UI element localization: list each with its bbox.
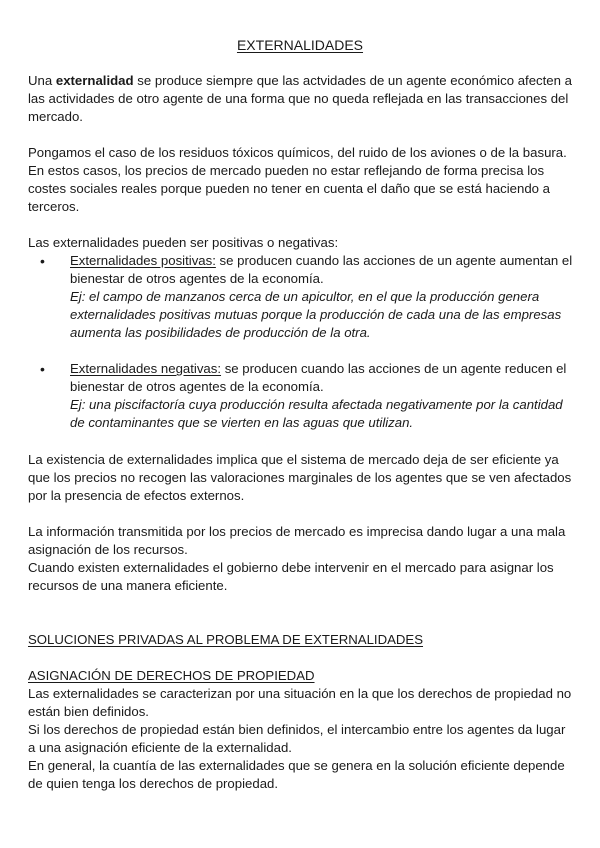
bullet-icon: • [40, 253, 45, 269]
paragraph-efficiency [28, 451, 574, 505]
item-term: Externalidades negativas: [70, 361, 222, 376]
property-paragraph: Si los derechos de propiedad están bien definidos, el intercambio entre los agentes da lugar a una asignación eficiente de la externalidad. [28, 722, 566, 755]
intro-bold-term: externalidad [55, 73, 134, 88]
item-text: se producen cuando las acciones de un agente aumentan el bienestar de otros agentes de la economía. [70, 253, 573, 286]
property-paragraph: Las externalidades se caracterizan por una situación en la que los derechos de propiedad no están bien definidos. [28, 686, 572, 719]
item-example: Ej: una piscifactoría cuya producción resulta afectada negativamente por la cantidad de contaminantes que se vierten en las aguas que utilizan. [70, 397, 563, 430]
page-title: EXTERNALIDADES [236, 37, 364, 53]
paragraph-efficiency-text: La existencia de externalidades implica que el sistema de mercado deja de ser eficiente ya que los precios no recogen las valoraciones marginales de los agentes que se ven afectados por la presencia de efectos externos. [28, 452, 572, 503]
paragraph-examples [28, 144, 574, 216]
item-example: Ej: el campo de manzanos cerca de un apicultor, en el que la producción genera externalidades positivas mutuas porque la producción de cada una de las empresas aumenta las posibilidades de producción de la otra. [70, 289, 562, 340]
property-paragraph: En general, la cuantía de las externalidades que se genera en la solución eficiente depende de quien tenga los derechos de propiedad. [28, 758, 565, 791]
subheading: ASIGNACIÓN DE DERECHOS DE PROPIEDAD [28, 668, 315, 683]
bullet-icon: • [40, 361, 45, 377]
paragraph-examples-text: Pongamos el caso de los residuos tóxicos químicos, del ruido de los aviones o de la basura. En estos casos, los precios de mercado pueden no estar reflejando de forma precisa los costes sociales reales porque pueden no tener en cuenta el daño que se está haciendo a terceros. [28, 145, 567, 214]
intro-paragraph [28, 72, 574, 126]
intro-prefix: Una [28, 73, 56, 88]
list-item-negative [28, 360, 574, 432]
externalities-list-2 [28, 360, 574, 432]
property-rights-paragraphs [28, 685, 574, 793]
item-text: se producen cuando las acciones de un agente reducen el bienestar de otros agentes de la economía. [70, 361, 567, 394]
paragraph-government-text: Cuando existen externalidades el gobierno debe intervenir en el mercado para asignar los recursos de una manera eficiente. [28, 560, 554, 593]
list-intro [28, 234, 574, 252]
paragraph-information [28, 523, 574, 595]
item-term: Externalidades positivas: [70, 253, 216, 268]
intro-rest: se produce siempre que las actvidades de un agente económico afecten a las actividades de otro agente de una forma que no queda reflejada en las transacciones del mercado. [28, 73, 572, 124]
externalities-list [28, 252, 574, 342]
paragraph-information-text: La información transmitida por los precios de mercado es imprecisa dando lugar a una mala asignación de los recursos. [28, 524, 566, 557]
section-heading: SOLUCIONES PRIVADAS AL PROBLEMA DE EXTERNALIDADES [28, 632, 424, 647]
list-item-positive [28, 252, 574, 342]
list-intro-text: Las externalidades pueden ser positivas o negativas: [28, 235, 339, 250]
